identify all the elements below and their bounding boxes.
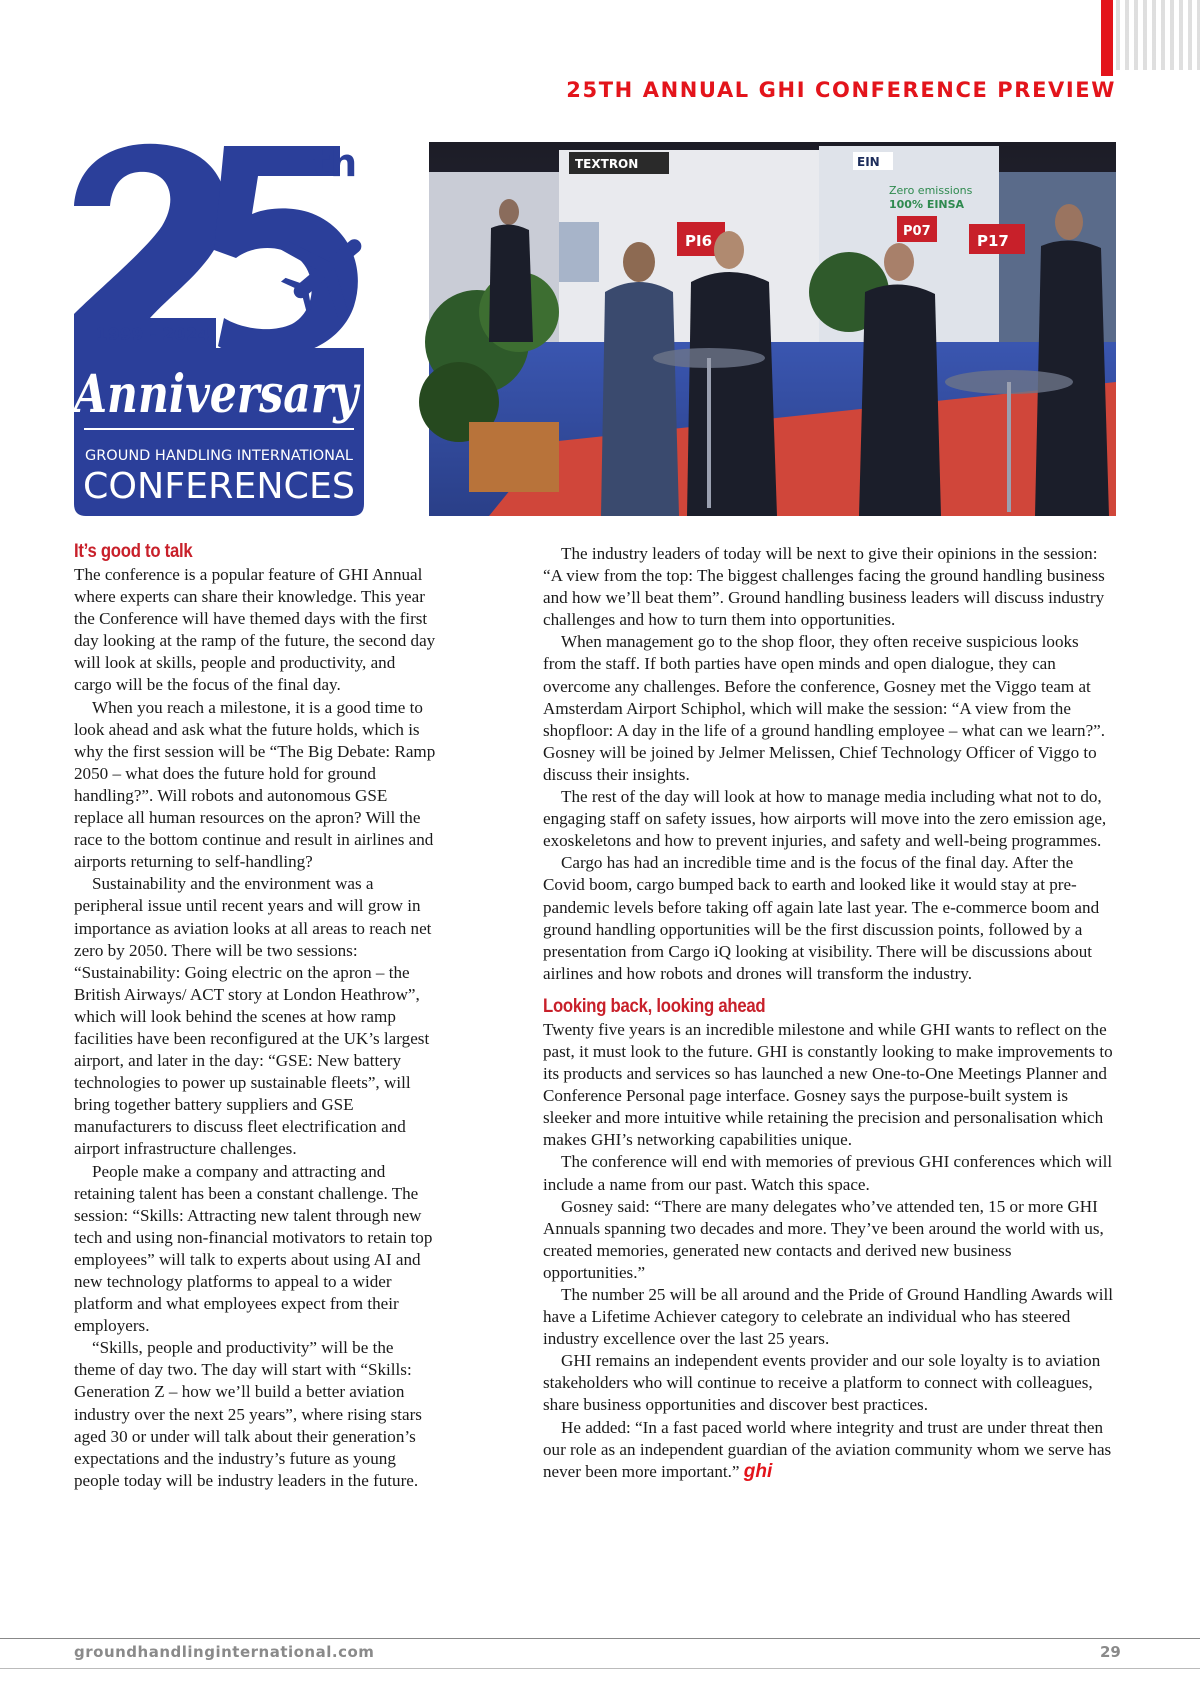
paragraph: The rest of the day will look at how to manage media including what not to do, engaging staff on safety issues, how airports will move into the zero emission age, exoskeletons and how to prevent injuries, and safety and well-being programmes. bbox=[543, 787, 1107, 851]
photo-sign-zero: Zero emissions bbox=[889, 184, 973, 197]
paragraph: When management go to the shop floor, they often receive suspicious looks from the staff. If both parties have open minds and open dialogue, they can overcome any challenges. Before the conference, Gosney met the Viggo team at Amsterdam Airport Schiphol, which will make the session: “A view from the shopfloor: A day in the life of a ground handling employee – what can we learn?”. Gosney will be joined by Jelmer Melissen, Chief Technology Officer of Viggo to discuss their insights. bbox=[543, 632, 1106, 784]
heading-good-to-talk: It’s good to talk bbox=[74, 541, 193, 562]
paragraph: The industry leaders of today will be next to give their opinions in the session: “A view from the top: The biggest challenges facing the ground handling business and how we’ll beat them”. Ground handling business leaders will discuss industry challenges and how to turn them into opportunities. bbox=[543, 544, 1105, 630]
logo-line1: GROUND HANDLING INTERNATIONAL bbox=[85, 448, 353, 464]
logo-ordinal: th bbox=[312, 141, 358, 185]
photo-sign-p16: PI6 bbox=[685, 232, 713, 250]
photo-sign-einsa: 100% EINSA bbox=[889, 198, 965, 211]
paragraph-text: He added: “In a fast paced world where integrity and trust are under threat then our role as an independent guardian of the aviation community whom we serve has never been more important.” bbox=[543, 1417, 1112, 1481]
paragraph bbox=[543, 1417, 1116, 1483]
paragraph: When you reach a milestone, it is a good time to look ahead and ask what the future holds, which is why the first session will be “The Big Debate: Ramp 2050 – what does the future hold for ground handling?”. Will robots and autonomous GSE replace all human resources on the apron? Will the race to the bottom continue and result in airlines and airports returning to self-handling? bbox=[74, 697, 436, 872]
paragraph: GHI remains an independent events provider and our sole loyalty is to aviation stakeholders who will continue to receive a platform to connect with colleagues, share business opportunities and discover best practices. bbox=[543, 1351, 1101, 1415]
ghi-signoff: ghi bbox=[743, 1460, 773, 1482]
photo-sign-ein: EIN bbox=[857, 155, 880, 169]
footer-rule bbox=[0, 1668, 1200, 1669]
photo-sign-p17: P17 bbox=[977, 232, 1009, 250]
conference-photo bbox=[429, 142, 1116, 516]
photo-sign-textron: TEXTRON bbox=[575, 157, 639, 171]
paragraph: Sustainability and the environment was a peripheral issue until recent years and will grow in importance as aviation looks at all areas to reach net zero by 2050. There will be two sessions: “Sustainability: Going electric on the apron – the British Airways/ ACT story at London Heathrow”, which will look behind the scenes at how ramp facilities have been reconfigured at the UK’s largest airport, and later in the day: “GSE: New battery technologies to power up sustainable fleets”, will bring together battery suppliers and GSE manufacturers to discuss fleet electrification and airport infrastructure challenges. bbox=[74, 874, 432, 1159]
paragraph: “Skills, people and productivity” will be the theme of day two. The day will start with “Skills: Generation Z – how we’ll build a better aviation industry over the next 25 years”, where rising stars aged 30 or under will talk about their generation’s expectations and the industry’s future as young people today will be industry leaders in the future. bbox=[74, 1338, 422, 1490]
paragraph: Cargo has had an incredible time and is the focus of the final day. After the Covid boom, cargo bumped back to earth and looked like it would stay at pre-pandemic levels before taking off again late last year. The e-commerce boom and ground handling opportunities will be the first discussion points, followed by a presentation from Cargo iQ looking at visibility. There will be discussions about airlines and how robots and drones will transform the industry. bbox=[543, 853, 1100, 983]
footer-rule bbox=[0, 1638, 1200, 1639]
logo-script: Anniversary bbox=[69, 364, 362, 425]
running-head: 25TH ANNUAL GHI CONFERENCE PREVIEW bbox=[566, 78, 1116, 102]
corner-stripes bbox=[1116, 0, 1200, 70]
logo-years: 1999 - 2024 bbox=[96, 325, 210, 345]
anniversary-logo bbox=[69, 141, 364, 516]
paragraph: The conference will end with memories of previous GHI conferences which will include a name from our past. Watch this space. bbox=[543, 1152, 1113, 1194]
corner-red-bar bbox=[1101, 0, 1113, 76]
heading-looking-back: Looking back, looking ahead bbox=[543, 995, 766, 1017]
paragraph: The conference is a popular feature of GHI Annual where experts can share their knowledge. This year the Conference will have themed days with the first day looking at the ramp of the future, the second day will look at skills, people and productivity, and cargo will be the focus of the final day. bbox=[74, 565, 436, 695]
paragraph: People make a company and attracting and retaining talent has been a constant challenge. The session: “Skills: Attracting new talent through new tech and using non-financial motivators to retain top employees” will talk to experts about using AI and new technology platforms to appeal to a wider platform and what employees expect from their employers. bbox=[74, 1161, 433, 1336]
paragraph: Twenty five years is an incredible milestone and while GHI wants to reflect on the past, it must look to the future. GHI is constantly looking to make improvements to its products and services so has launched a new One-to-One Meetings Planner and Conference Personal page interface. Gosney says the purpose-built system is sleeker and more intuitive while retaining the precision and personalisation which makes GHI’s networking capabilities unique. bbox=[543, 1019, 1113, 1150]
footer-url[interactable]: groundhandlinginternational.com bbox=[74, 1643, 375, 1661]
page-number: 29 bbox=[1100, 1643, 1121, 1661]
photo-sign-p07: P07 bbox=[903, 224, 931, 239]
left-column bbox=[74, 540, 436, 1492]
paragraph: Gosney said: “There are many delegates who’ve attended ten, 15 or more GHI Annuals spanning two decades and more. They’ve been around the world with us, created memories, generated new contacts and derived new business opportunities.” bbox=[543, 1196, 1104, 1282]
right-column bbox=[543, 543, 1116, 1483]
logo-line2: CONFERENCES bbox=[83, 466, 355, 507]
paragraph: The number 25 will be all around and the Pride of Ground Handling Awards will have a Lifetime Achiever category to celebrate an individual who has steered industry excellence over the last 25 years. bbox=[543, 1285, 1113, 1349]
